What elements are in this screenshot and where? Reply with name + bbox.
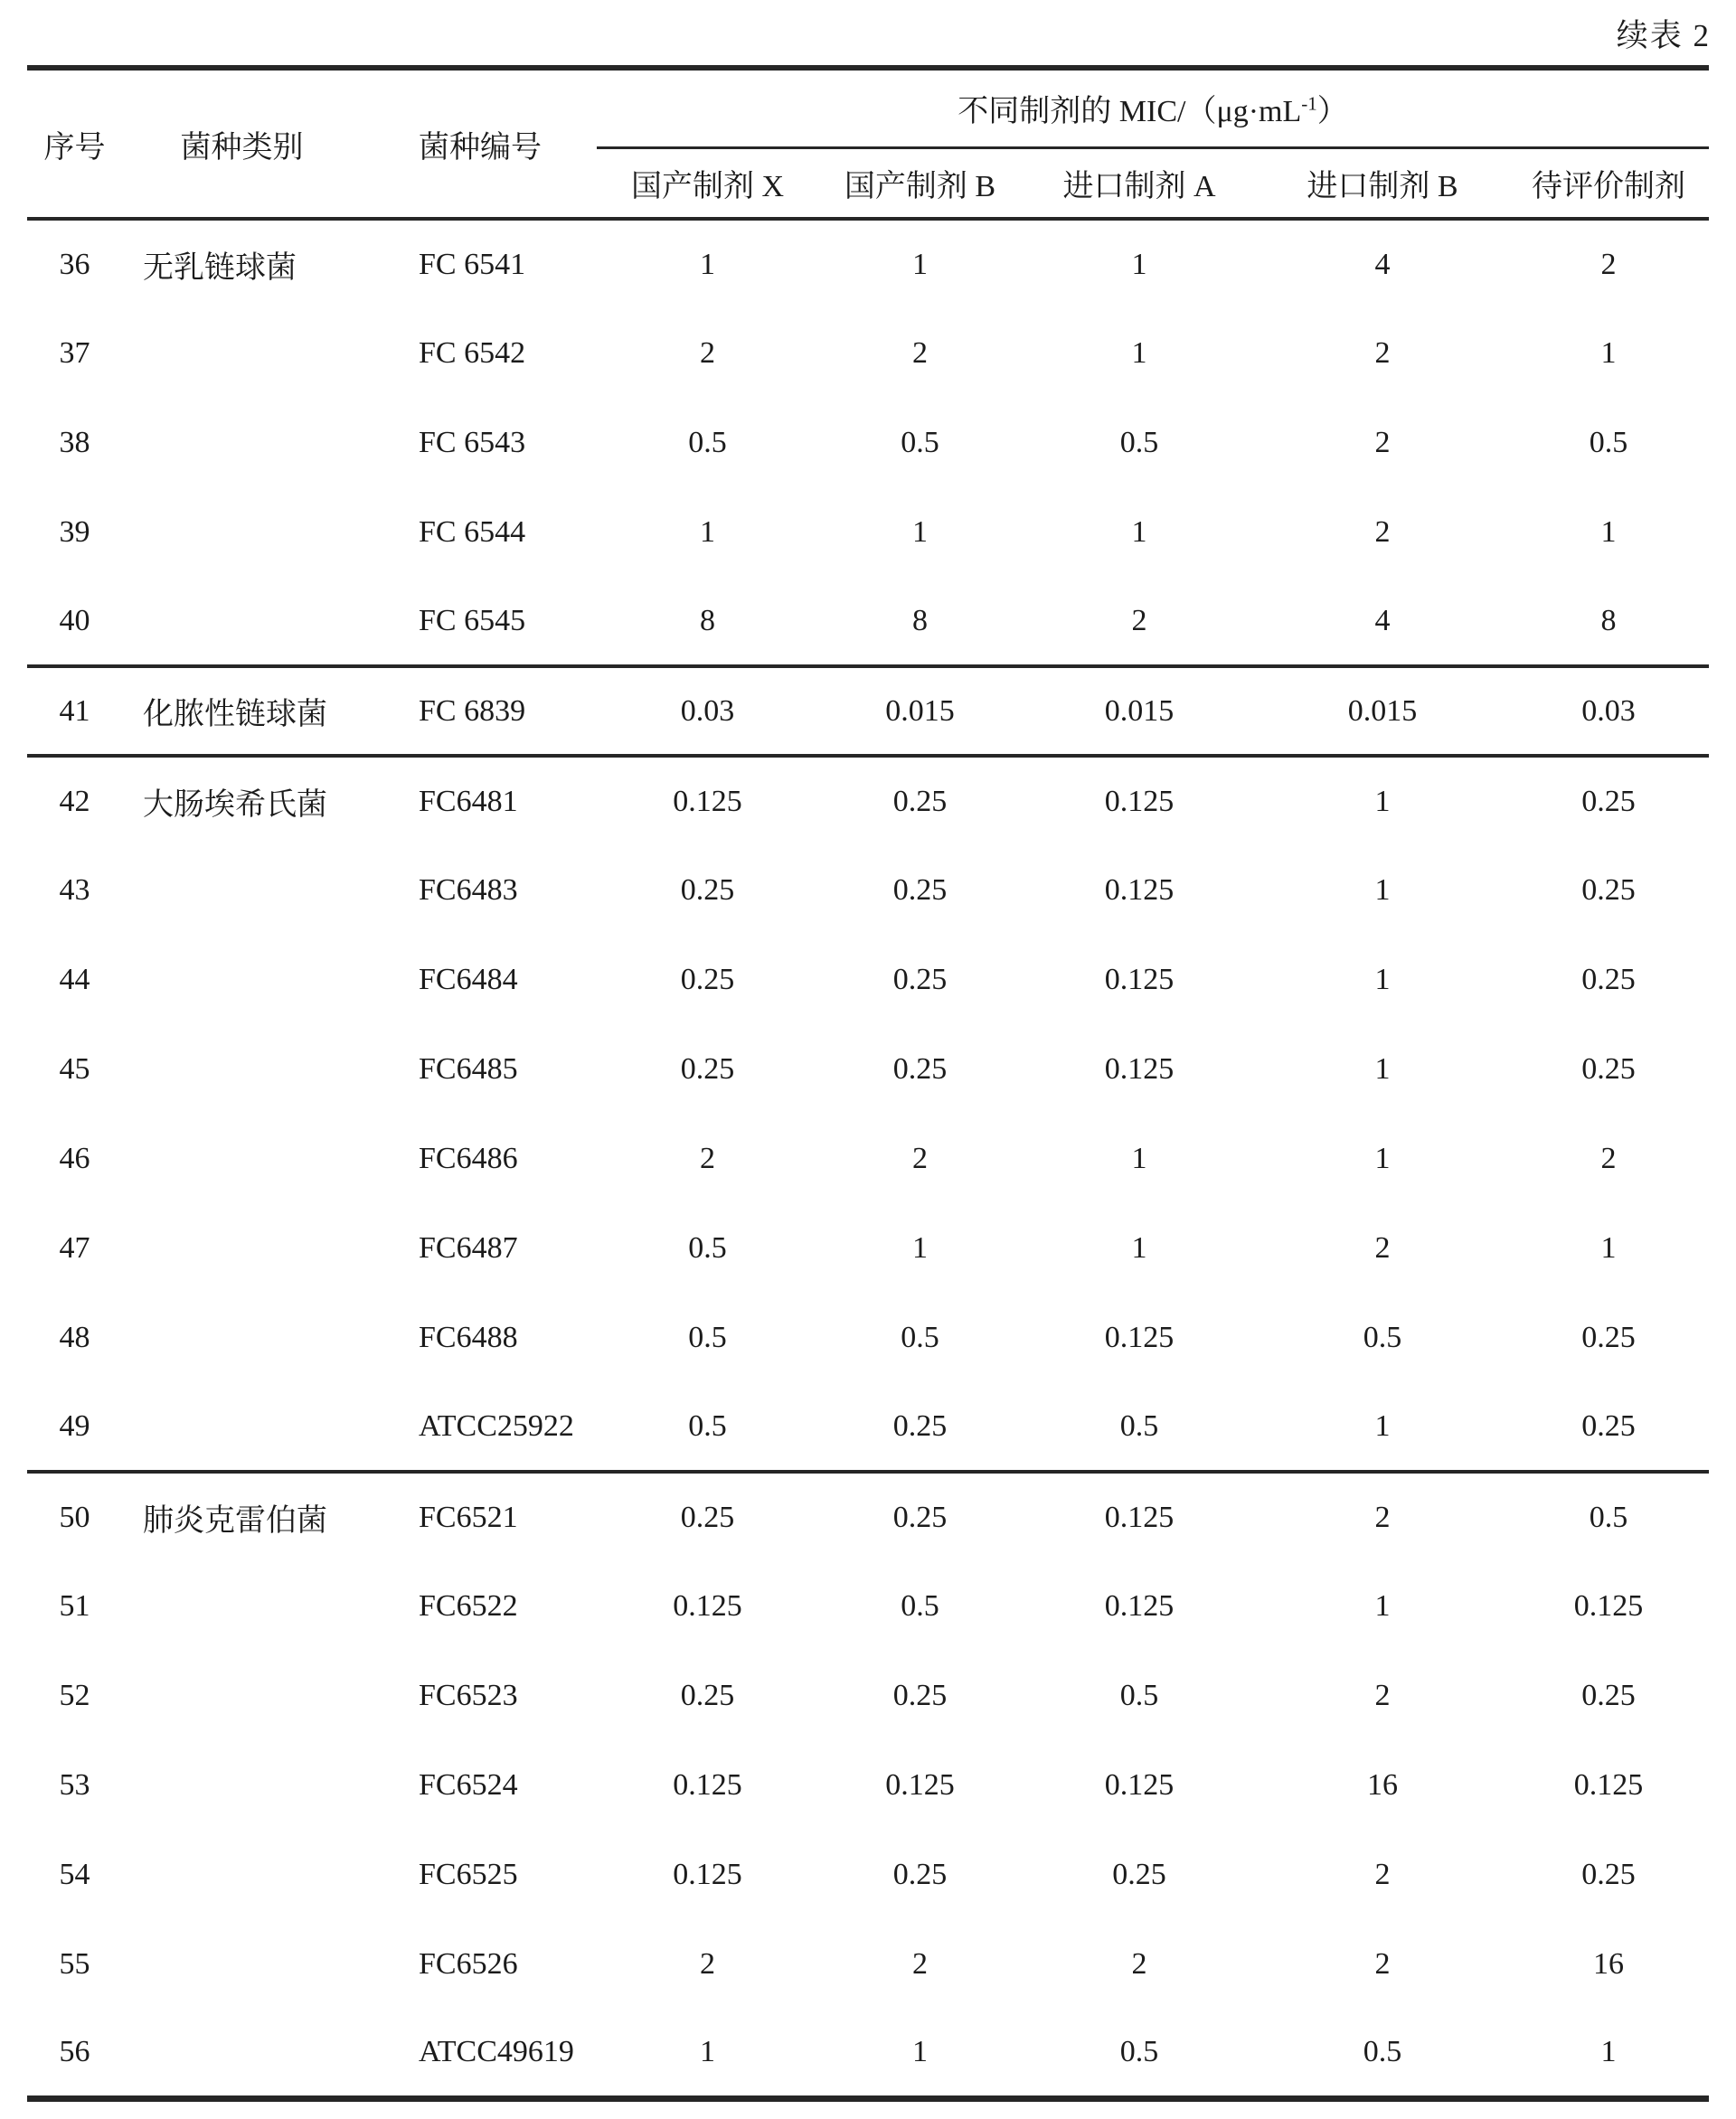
- mic-eval-cell: 1: [1600, 1230, 1617, 1265]
- mic-domestic-x-cell: 1: [700, 514, 715, 549]
- mic-eval-cell: 1: [1600, 514, 1617, 549]
- mic-domestic-x-cell: 0.125: [673, 784, 742, 818]
- header-preparation-col: 进口制剂 B: [1257, 147, 1508, 219]
- mic-import-b-cell: 4: [1374, 247, 1391, 281]
- mic-domestic-b-cell: 1: [912, 2034, 928, 2068]
- seq-cell: 42: [59, 784, 90, 818]
- mic-table: [27, 65, 1709, 2102]
- mic-domestic-x-cell: 0.25: [680, 1051, 735, 1086]
- species-cell: [122, 487, 362, 577]
- strain-cell: ATCC49619: [419, 2034, 574, 2068]
- strain-cell: FC6483: [419, 872, 518, 907]
- seq-cell: 36: [59, 247, 90, 281]
- strain-cell: FC 6839: [419, 693, 526, 728]
- seq-cell: 50: [59, 1500, 90, 1534]
- species-cell: [122, 398, 362, 487]
- table-row: [27, 1114, 1709, 1203]
- mic-domestic-x-cell: 0.125: [673, 1767, 742, 1802]
- mic-domestic-b-cell: 1: [912, 514, 928, 549]
- strain-cell: FC 6543: [419, 425, 526, 459]
- mic-domestic-x-cell: 0.03: [680, 693, 735, 728]
- mic-domestic-x-cell: 1: [700, 2034, 715, 2068]
- mic-import-a-cell: 2: [1131, 603, 1147, 637]
- mic-domestic-b-cell: 2: [912, 335, 928, 370]
- table-row: [27, 1830, 1709, 1919]
- mic-eval-cell: 0.25: [1581, 784, 1636, 818]
- header-seq: 序号: [27, 68, 122, 219]
- mic-domestic-x-cell: 0.125: [673, 1588, 742, 1623]
- table-row: [27, 487, 1709, 577]
- mic-import-b-cell: 1: [1374, 1051, 1391, 1086]
- mic-import-b-cell: 0.015: [1347, 693, 1418, 728]
- mic-eval-cell: 0.25: [1581, 1320, 1636, 1354]
- mic-import-b-cell: 1: [1374, 872, 1391, 907]
- mic-domestic-b-cell: 0.25: [892, 1500, 948, 1534]
- mic-domestic-x-cell: 0.5: [688, 1408, 727, 1443]
- mic-eval-cell: 0.25: [1581, 1678, 1636, 1712]
- header-species: 菌种类别: [122, 68, 362, 219]
- strain-cell: FC 6544: [419, 514, 526, 549]
- species-cell: [122, 577, 362, 666]
- mic-domestic-x-cell: 0.25: [680, 872, 735, 907]
- table-row: [27, 1472, 1709, 1561]
- seq-cell: 40: [59, 603, 90, 637]
- mic-domestic-x-cell: 1: [700, 247, 715, 281]
- seq-cell: 45: [59, 1051, 90, 1086]
- species-cell: 肺炎克雷伯菌: [143, 1504, 327, 1538]
- table-row: [27, 1651, 1709, 1740]
- strain-cell: FC6487: [419, 1230, 518, 1265]
- table-row: [27, 1203, 1709, 1293]
- mic-domestic-x-cell: 0.5: [688, 425, 727, 459]
- mic-import-b-cell: 2: [1374, 1500, 1391, 1534]
- table-row: [27, 1561, 1709, 1651]
- seq-cell: 46: [59, 1141, 90, 1175]
- header-strain: 菌种编号: [362, 68, 597, 219]
- mic-group-close-paren: ）: [1316, 95, 1348, 129]
- mic-domestic-x-cell: 8: [700, 603, 715, 637]
- mic-eval-cell: 0.25: [1581, 1051, 1636, 1086]
- strain-cell: FC 6541: [419, 247, 526, 281]
- mic-import-b-cell: 2: [1374, 425, 1391, 459]
- mic-eval-cell: 0.5: [1589, 1500, 1628, 1534]
- table-row: [27, 2009, 1709, 2098]
- mic-domestic-b-cell: 0.25: [892, 1857, 948, 1891]
- seq-cell: 44: [59, 962, 90, 996]
- strain-cell: FC6526: [419, 1946, 518, 1981]
- mic-domestic-b-cell: 0.5: [901, 425, 939, 459]
- mic-eval-cell: 0.03: [1581, 693, 1636, 728]
- seq-cell: 41: [59, 693, 90, 728]
- mic-domestic-b-cell: 0.125: [885, 1767, 955, 1802]
- mic-import-b-cell: 1: [1374, 1588, 1391, 1623]
- seq-cell: 37: [59, 335, 90, 370]
- header-row-group: [27, 68, 1709, 147]
- mic-import-b-cell: 16: [1367, 1767, 1398, 1802]
- seq-cell: 51: [59, 1588, 90, 1623]
- strain-cell: FC6522: [419, 1588, 518, 1623]
- species-cell: [122, 935, 362, 1024]
- mic-import-a-cell: 0.125: [1104, 784, 1175, 818]
- seq-cell: 55: [59, 1946, 90, 1981]
- mic-domestic-b-cell: 0.25: [892, 1408, 948, 1443]
- table-row: [27, 935, 1709, 1024]
- mic-eval-cell: 0.5: [1589, 425, 1628, 459]
- mic-import-a-cell: 0.125: [1104, 1588, 1175, 1623]
- mic-domestic-x-cell: 0.5: [688, 1320, 727, 1354]
- mic-domestic-b-cell: 0.015: [885, 693, 955, 728]
- mic-domestic-b-cell: 1: [912, 247, 928, 281]
- mic-import-b-cell: 2: [1374, 514, 1391, 549]
- species-cell: [122, 1293, 362, 1382]
- mic-group-title: 不同制剂的 MIC/（μg·mL: [958, 95, 1302, 129]
- mic-eval-cell: 8: [1600, 603, 1617, 637]
- species-cell: [122, 308, 362, 398]
- species-group: [27, 666, 1709, 756]
- table-row: [27, 845, 1709, 935]
- mic-import-b-cell: 2: [1374, 1678, 1391, 1712]
- mic-import-a-cell: 2: [1131, 1946, 1147, 1981]
- mic-import-b-cell: 2: [1374, 1857, 1391, 1891]
- mic-eval-cell: 2: [1600, 1141, 1617, 1175]
- table-row: [27, 219, 1709, 308]
- mic-eval-cell: 0.125: [1573, 1588, 1644, 1623]
- mic-domestic-x-cell: 0.25: [680, 962, 735, 996]
- mic-eval-cell: 0.25: [1581, 872, 1636, 907]
- table-row: [27, 1293, 1709, 1382]
- mic-domestic-x-cell: 2: [700, 1141, 715, 1175]
- mic-import-b-cell: 2: [1374, 1230, 1391, 1265]
- mic-import-b-cell: 2: [1374, 335, 1391, 370]
- table-row: [27, 756, 1709, 845]
- mic-domestic-b-cell: 2: [912, 1946, 928, 1981]
- table-row: [27, 577, 1709, 666]
- mic-import-a-cell: 0.5: [1119, 2034, 1159, 2068]
- species-cell: [122, 1561, 362, 1651]
- species-cell: [122, 1203, 362, 1293]
- species-group: [27, 219, 1709, 666]
- continuation-label: 续表 2: [1616, 18, 1711, 53]
- species-cell: [122, 1651, 362, 1740]
- species-cell: 无乳链球菌: [143, 251, 297, 285]
- seq-cell: 47: [59, 1230, 90, 1265]
- mic-domestic-b-cell: 0.25: [892, 1678, 948, 1712]
- mic-domestic-b-cell: 0.25: [892, 872, 948, 907]
- seq-cell: 38: [59, 425, 90, 459]
- seq-cell: 56: [59, 2034, 90, 2068]
- mic-import-a-cell: 0.125: [1104, 962, 1175, 996]
- mic-domestic-b-cell: 0.25: [892, 784, 948, 818]
- seq-cell: 54: [59, 1857, 90, 1891]
- strain-cell: ATCC25922: [419, 1408, 574, 1443]
- strain-cell: FC6523: [419, 1678, 518, 1712]
- mic-import-b-cell: 0.5: [1363, 2034, 1402, 2068]
- mic-eval-cell: 0.125: [1573, 1767, 1644, 1802]
- mic-import-a-cell: 1: [1131, 247, 1147, 281]
- mic-eval-cell: 0.25: [1581, 962, 1636, 996]
- species-cell: 大肠埃希氏菌: [143, 788, 327, 822]
- table-row: [27, 308, 1709, 398]
- strain-cell: FC6484: [419, 962, 518, 996]
- table-row: [27, 1919, 1709, 2009]
- header-mic-group: [597, 68, 1709, 147]
- mic-import-a-cell: 0.015: [1104, 693, 1175, 728]
- mic-import-a-cell: 0.25: [1112, 1857, 1166, 1891]
- species-cell: [122, 1024, 362, 1114]
- strain-cell: FC6485: [419, 1051, 518, 1086]
- strain-cell: FC6488: [419, 1320, 518, 1354]
- strain-cell: FC6486: [419, 1141, 518, 1175]
- mic-domestic-x-cell: 2: [700, 335, 715, 370]
- mic-import-b-cell: 1: [1374, 784, 1391, 818]
- strain-cell: FC6481: [419, 784, 518, 818]
- strain-cell: FC 6545: [419, 603, 526, 637]
- mic-eval-cell: 1: [1600, 2034, 1617, 2068]
- mic-import-b-cell: 2: [1374, 1946, 1391, 1981]
- mic-import-a-cell: 0.125: [1104, 872, 1175, 907]
- mic-domestic-b-cell: 0.5: [901, 1320, 939, 1354]
- mic-group-superscript: -1: [1301, 92, 1317, 115]
- species-group: [27, 756, 1709, 1472]
- species-cell: [122, 1114, 362, 1203]
- mic-eval-cell: 2: [1600, 247, 1617, 281]
- strain-cell: FC 6542: [419, 335, 526, 370]
- mic-import-b-cell: 1: [1374, 1408, 1391, 1443]
- mic-import-b-cell: 4: [1374, 603, 1391, 637]
- mic-import-a-cell: 0.125: [1104, 1320, 1175, 1354]
- species-cell: 化脓性链球菌: [143, 698, 327, 731]
- table-row: [27, 1740, 1709, 1830]
- mic-import-a-cell: 0.125: [1104, 1051, 1175, 1086]
- header-preparation-col: 国产制剂 X: [597, 147, 818, 219]
- strain-cell: FC6521: [419, 1500, 518, 1534]
- table-row: [27, 1382, 1709, 1472]
- species-cell: [122, 1830, 362, 1919]
- mic-import-a-cell: 1: [1131, 1230, 1147, 1265]
- seq-cell: 43: [59, 872, 90, 907]
- strain-cell: FC6525: [419, 1857, 518, 1891]
- seq-cell: 48: [59, 1320, 90, 1354]
- mic-import-a-cell: 0.5: [1119, 1678, 1159, 1712]
- mic-import-a-cell: 0.5: [1119, 425, 1159, 459]
- mic-domestic-x-cell: 0.125: [673, 1857, 742, 1891]
- mic-domestic-x-cell: 0.25: [680, 1678, 735, 1712]
- mic-eval-cell: 0.25: [1581, 1408, 1636, 1443]
- table-row: [27, 1024, 1709, 1114]
- mic-import-a-cell: 0.125: [1104, 1767, 1175, 1802]
- species-cell: [122, 1740, 362, 1830]
- mic-import-a-cell: 0.125: [1104, 1500, 1175, 1534]
- seq-cell: 52: [59, 1678, 90, 1712]
- mic-import-b-cell: 0.5: [1363, 1320, 1402, 1354]
- header-preparation-col: 进口制剂 A: [1022, 147, 1257, 219]
- mic-import-a-cell: 1: [1131, 1141, 1147, 1175]
- mic-import-a-cell: 1: [1131, 335, 1147, 370]
- mic-domestic-b-cell: 8: [912, 603, 928, 637]
- species-cell: [122, 1919, 362, 2009]
- mic-eval-cell: 1: [1600, 335, 1617, 370]
- seq-cell: 49: [59, 1408, 90, 1443]
- seq-cell: 39: [59, 514, 90, 549]
- mic-domestic-x-cell: 0.5: [688, 1230, 727, 1265]
- mic-import-b-cell: 1: [1374, 962, 1391, 996]
- mic-domestic-b-cell: 0.25: [892, 1051, 948, 1086]
- mic-domestic-x-cell: 0.25: [680, 1500, 735, 1534]
- mic-domestic-b-cell: 1: [912, 1230, 928, 1265]
- strain-cell: FC6524: [419, 1767, 518, 1802]
- mic-domestic-b-cell: 2: [912, 1141, 928, 1175]
- species-cell: [122, 1382, 362, 1472]
- table-row: [27, 398, 1709, 487]
- table-row: [27, 666, 1709, 756]
- mic-import-b-cell: 1: [1374, 1141, 1391, 1175]
- species-cell: [122, 845, 362, 935]
- mic-domestic-b-cell: 0.25: [892, 962, 948, 996]
- mic-domestic-b-cell: 0.5: [901, 1588, 939, 1623]
- mic-import-a-cell: 0.5: [1119, 1408, 1159, 1443]
- mic-eval-cell: 0.25: [1581, 1857, 1636, 1891]
- mic-import-a-cell: 1: [1131, 514, 1147, 549]
- species-cell: [122, 2009, 362, 2098]
- header-preparation-col: 待评价制剂: [1508, 147, 1709, 219]
- table-header: [27, 68, 1709, 219]
- species-group: [27, 1472, 1709, 2098]
- seq-cell: 53: [59, 1767, 90, 1802]
- mic-eval-cell: 16: [1593, 1946, 1625, 1981]
- mic-domestic-x-cell: 2: [700, 1946, 715, 1981]
- header-preparation-col: 国产制剂 B: [818, 147, 1022, 219]
